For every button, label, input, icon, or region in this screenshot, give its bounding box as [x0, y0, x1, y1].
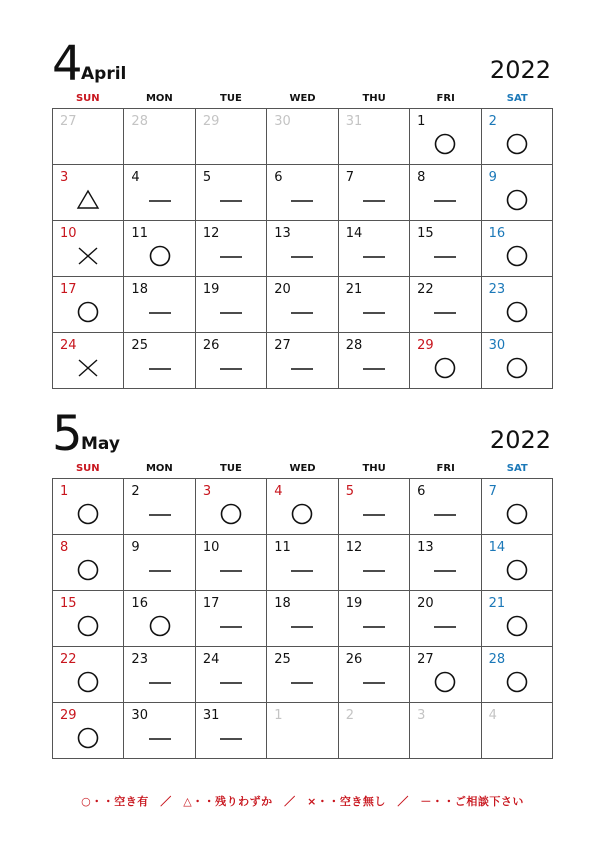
dash-mark-icon	[219, 726, 243, 750]
day-number: 28	[131, 114, 148, 129]
weekday-header	[52, 458, 553, 478]
weekday-thu: THU	[362, 462, 386, 474]
day-number: 4	[274, 484, 283, 499]
dash-mark-icon	[290, 188, 314, 212]
day-cell	[482, 591, 553, 647]
day-cell	[124, 277, 195, 333]
weekday-sat: SAT	[506, 92, 528, 104]
day-cell	[482, 277, 553, 333]
day-cell	[53, 647, 124, 703]
day-cell	[267, 703, 338, 759]
day-number: 24	[60, 338, 77, 353]
day-number: 19	[345, 596, 363, 611]
weekday-mon: MON	[145, 92, 173, 104]
day-cell	[196, 703, 267, 759]
circle-mark-icon	[76, 614, 100, 638]
day-grid	[52, 108, 553, 389]
day-number: 30	[488, 338, 506, 353]
day-cell	[267, 221, 338, 277]
day-cell	[196, 221, 267, 277]
month-number: 5	[52, 406, 83, 462]
day-cell	[267, 535, 338, 591]
day-cell	[267, 333, 338, 389]
dash-mark-icon	[290, 244, 314, 268]
dash-mark-icon	[148, 188, 172, 212]
day-number: 27	[417, 652, 434, 667]
dash-mark-icon	[219, 188, 243, 212]
circle-mark-icon	[505, 502, 529, 526]
day-cell	[267, 591, 338, 647]
day-cell	[482, 109, 553, 165]
day-number: 6	[274, 170, 283, 185]
weekday-header	[52, 88, 553, 108]
weekday-wed: WED	[289, 92, 316, 104]
circle-mark-icon	[76, 502, 100, 526]
day-cell	[339, 277, 410, 333]
day-number: 13	[417, 540, 434, 555]
day-number: 15	[417, 226, 434, 241]
day-number: 13	[274, 226, 291, 241]
day-grid	[52, 478, 553, 759]
circle-mark-icon	[505, 670, 529, 694]
calendar-may	[52, 408, 553, 759]
day-number: 29	[60, 708, 77, 723]
month-name: April	[81, 64, 127, 84]
day-number: 1	[274, 708, 283, 723]
day-cell	[53, 165, 124, 221]
circle-mark-icon	[148, 244, 172, 268]
day-number: 24	[202, 652, 220, 667]
dash-mark-icon	[362, 356, 386, 380]
day-cell	[196, 277, 267, 333]
day-number: 21	[345, 282, 363, 297]
month-header	[52, 36, 553, 92]
circle-mark-icon	[76, 670, 100, 694]
day-number: 17	[60, 282, 77, 297]
circle-mark-icon	[505, 356, 529, 380]
day-number: 2	[488, 114, 497, 129]
day-number: 26	[202, 338, 220, 353]
day-number: 28	[345, 338, 363, 353]
day-cell	[339, 165, 410, 221]
weekday-fri: FRI	[436, 462, 455, 474]
dash-mark-icon	[362, 558, 386, 582]
dash-mark-icon	[290, 356, 314, 380]
dash-mark-icon	[362, 502, 386, 526]
day-number: 18	[274, 596, 291, 611]
day-cell	[482, 333, 553, 389]
day-number: 11	[274, 540, 291, 555]
day-number: 19	[202, 282, 220, 297]
day-number: 7	[488, 484, 497, 499]
weekday-tue: TUE	[220, 462, 242, 474]
circle-mark-icon	[433, 670, 457, 694]
circle-mark-icon	[505, 188, 529, 212]
day-cell	[53, 277, 124, 333]
day-number: 30	[131, 708, 148, 723]
day-cell	[482, 535, 553, 591]
day-cell	[410, 165, 481, 221]
day-number: 4	[488, 708, 497, 723]
day-cell	[339, 703, 410, 759]
day-cell	[339, 535, 410, 591]
circle-mark-icon	[505, 132, 529, 156]
dash-mark-icon	[362, 244, 386, 268]
day-number: 16	[488, 226, 506, 241]
day-number: 29	[417, 338, 434, 353]
year-label: 2022	[489, 426, 551, 454]
day-number: 11	[131, 226, 148, 241]
day-number: 1	[417, 114, 426, 129]
dash-mark-icon	[148, 356, 172, 380]
day-number: 6	[417, 484, 426, 499]
day-number: 27	[274, 338, 291, 353]
weekday-sun: SUN	[75, 462, 100, 474]
weekday-thu: THU	[362, 92, 386, 104]
dash-mark-icon	[148, 502, 172, 526]
year-label: 2022	[489, 56, 551, 84]
day-cell	[53, 479, 124, 535]
dash-mark-icon	[433, 558, 457, 582]
day-cell	[124, 591, 195, 647]
dash-mark-icon	[362, 188, 386, 212]
day-cell	[124, 333, 195, 389]
circle-mark-icon	[76, 726, 100, 750]
day-cell	[339, 333, 410, 389]
day-cell	[196, 535, 267, 591]
day-cell	[124, 221, 195, 277]
day-cell	[410, 221, 481, 277]
day-cell	[339, 591, 410, 647]
dash-mark-icon	[148, 726, 172, 750]
triangle-mark-icon	[76, 188, 100, 212]
day-number: 27	[60, 114, 77, 129]
day-number: 5	[202, 170, 212, 185]
dash-mark-icon	[433, 614, 457, 638]
calendar-april	[52, 38, 553, 389]
dash-mark-icon	[290, 670, 314, 694]
day-cell	[267, 479, 338, 535]
day-cell	[124, 479, 195, 535]
dash-mark-icon	[362, 614, 386, 638]
circle-mark-icon	[505, 614, 529, 638]
day-cell	[339, 479, 410, 535]
day-cell	[410, 109, 481, 165]
day-cell	[410, 277, 481, 333]
dash-mark-icon	[219, 558, 243, 582]
day-cell	[482, 703, 553, 759]
day-number: 25	[131, 338, 148, 353]
day-number: 16	[131, 596, 148, 611]
circle-mark-icon	[433, 356, 457, 380]
availability-legend: ○・・空き有 ／ △・・残りわずか ／ ×・・空き無し ／ －・・ご相談下さい	[81, 795, 524, 808]
dash-mark-icon	[148, 670, 172, 694]
day-cell	[196, 479, 267, 535]
day-cell	[482, 479, 553, 535]
dash-mark-icon	[362, 670, 386, 694]
circle-mark-icon	[505, 558, 529, 582]
day-number: 21	[488, 596, 506, 611]
day-cell	[339, 221, 410, 277]
day-cell	[196, 333, 267, 389]
day-cell	[124, 165, 195, 221]
day-cell	[482, 165, 553, 221]
day-number: 31	[202, 708, 220, 723]
cross-mark-icon	[76, 356, 100, 380]
day-cell	[53, 333, 124, 389]
day-number: 17	[202, 596, 220, 611]
day-number: 14	[488, 540, 506, 555]
day-cell	[53, 703, 124, 759]
circle-mark-icon	[433, 132, 457, 156]
day-cell	[267, 647, 338, 703]
day-number: 5	[345, 484, 354, 499]
day-number: 12	[202, 226, 220, 241]
weekday-wed: WED	[289, 462, 316, 474]
dash-mark-icon	[290, 558, 314, 582]
day-cell	[410, 333, 481, 389]
day-number: 25	[274, 652, 291, 667]
day-number: 18	[131, 282, 148, 297]
day-number: 23	[488, 282, 506, 297]
weekday-sun: SUN	[75, 92, 100, 104]
day-cell	[124, 703, 195, 759]
circle-mark-icon	[219, 502, 243, 526]
day-cell	[124, 109, 195, 165]
day-number: 22	[417, 282, 434, 297]
dash-mark-icon	[148, 300, 172, 324]
dash-mark-icon	[433, 502, 457, 526]
dash-mark-icon	[433, 244, 457, 268]
weekday-fri: FRI	[436, 92, 455, 104]
day-cell	[339, 647, 410, 703]
day-number: 26	[345, 652, 363, 667]
day-cell	[124, 647, 195, 703]
dash-mark-icon	[362, 300, 386, 324]
dash-mark-icon	[219, 244, 243, 268]
dash-mark-icon	[433, 188, 457, 212]
day-number: 12	[345, 540, 363, 555]
day-number: 15	[60, 596, 77, 611]
dash-mark-icon	[219, 356, 243, 380]
dash-mark-icon	[290, 614, 314, 638]
circle-mark-icon	[290, 502, 314, 526]
day-cell	[410, 647, 481, 703]
day-number: 31	[345, 114, 363, 129]
day-cell	[267, 277, 338, 333]
dash-mark-icon	[148, 558, 172, 582]
day-cell	[124, 535, 195, 591]
day-cell	[410, 703, 481, 759]
day-number: 8	[60, 540, 69, 555]
day-cell	[410, 591, 481, 647]
day-cell	[482, 221, 553, 277]
day-cell	[410, 479, 481, 535]
day-number: 2	[131, 484, 140, 499]
day-cell	[482, 647, 553, 703]
day-number: 9	[131, 540, 140, 555]
month-number: 4	[52, 36, 83, 92]
dash-mark-icon	[433, 300, 457, 324]
day-cell	[267, 165, 338, 221]
day-number: 30	[274, 114, 291, 129]
day-number: 1	[60, 484, 69, 499]
day-number: 3	[60, 170, 69, 185]
month-name: May	[81, 434, 120, 454]
day-cell	[53, 591, 124, 647]
circle-mark-icon	[76, 300, 100, 324]
day-cell	[196, 109, 267, 165]
day-number: 20	[417, 596, 434, 611]
day-number: 7	[345, 170, 354, 185]
day-number: 14	[345, 226, 363, 241]
day-cell	[53, 221, 124, 277]
day-number: 10	[202, 540, 220, 555]
day-cell	[267, 109, 338, 165]
day-number: 8	[417, 170, 426, 185]
day-cell	[339, 109, 410, 165]
day-number: 20	[274, 282, 291, 297]
day-number: 29	[202, 114, 220, 129]
dash-mark-icon	[219, 670, 243, 694]
month-header	[52, 406, 553, 462]
weekday-tue: TUE	[220, 92, 242, 104]
day-number: 23	[131, 652, 148, 667]
day-number: 28	[488, 652, 506, 667]
day-number: 22	[60, 652, 77, 667]
day-number: 2	[345, 708, 354, 723]
circle-mark-icon	[148, 614, 172, 638]
dash-mark-icon	[290, 300, 314, 324]
weekday-mon: MON	[145, 462, 173, 474]
day-cell	[196, 591, 267, 647]
day-number: 10	[60, 226, 77, 241]
circle-mark-icon	[76, 558, 100, 582]
cross-mark-icon	[76, 244, 100, 268]
dash-mark-icon	[219, 300, 243, 324]
day-number: 3	[202, 484, 212, 499]
day-number: 9	[488, 170, 497, 185]
day-cell	[196, 165, 267, 221]
circle-mark-icon	[505, 244, 529, 268]
day-number: 3	[417, 708, 426, 723]
day-cell	[196, 647, 267, 703]
day-cell	[53, 535, 124, 591]
day-cell	[53, 109, 124, 165]
weekday-sat: SAT	[506, 462, 528, 474]
day-number: 4	[131, 170, 140, 185]
circle-mark-icon	[505, 300, 529, 324]
dash-mark-icon	[219, 614, 243, 638]
day-cell	[410, 535, 481, 591]
